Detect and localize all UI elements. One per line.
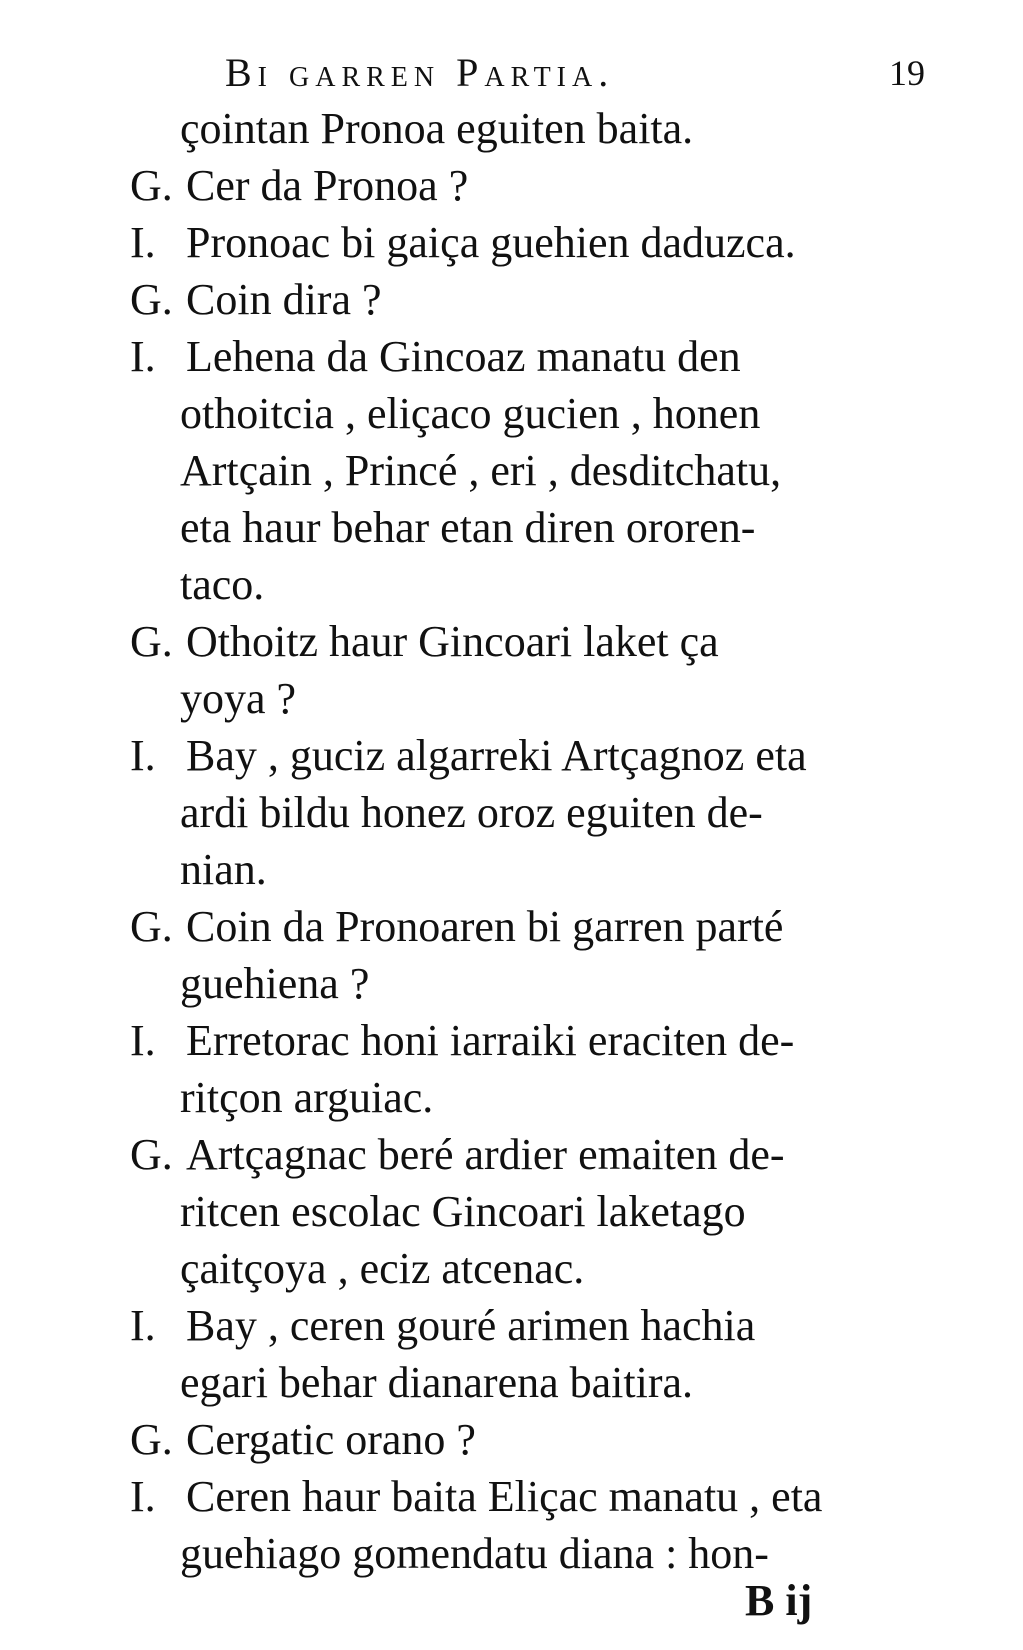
running-title: Bi garren Partia. <box>225 50 615 95</box>
text-line: Artçain , Princé , eri , desditchatu, <box>180 446 782 495</box>
text-line: G. Othoitz haur Gincoari laket ça <box>130 613 930 670</box>
text-line: ritçon arguiac. <box>180 1073 434 1122</box>
signature-mark: B ij <box>745 1576 813 1625</box>
text-line: çointan Pronoa eguiten baita. <box>180 104 694 153</box>
text-line: ritcen escolac Gincoari laketago <box>180 1187 746 1236</box>
text-line: I. Bay , ceren gouré arimen hachia <box>130 1297 930 1354</box>
text-line: guehiena ? <box>180 959 370 1008</box>
speaker-mark: I. <box>130 332 156 381</box>
speaker-mark: G. <box>130 161 173 210</box>
text-line: I. Pronoac bi gaiça guehien daduzca. <box>130 214 930 271</box>
text-line: G. Coin da Pronoaren bi garren parté <box>130 898 930 955</box>
text-line: ardi bildu honez oroz eguiten de- <box>180 788 763 837</box>
speaker-mark: I. <box>130 218 156 267</box>
speaker-mark: G. <box>130 1415 173 1464</box>
text-line: G. Artçagnac beré ardier emaiten de- <box>130 1126 930 1183</box>
text-line: I. Ceren haur baita Eliçac manatu , eta <box>130 1468 930 1525</box>
text-line: G. Cer da Pronoa ? <box>130 157 930 214</box>
text-line: I. Lehena da Gincoaz manatu den <box>130 328 930 385</box>
speaker-mark: G. <box>130 1130 173 1179</box>
speaker-mark: I. <box>130 1472 156 1521</box>
text-line: yoya ? <box>180 674 297 723</box>
running-head <box>225 48 925 98</box>
text-line: G. Cergatic orano ? <box>130 1411 930 1468</box>
text-line: I. Bay , guciz algarreki Artçagnoz eta <box>130 727 930 784</box>
text-line: eta haur behar etan diren ororen- <box>180 503 756 552</box>
text-line: I. Erretorac honi iarraiki eraciten de- <box>130 1012 930 1069</box>
text-line: egari behar dianarena baitira. <box>180 1358 694 1407</box>
speaker-mark: G. <box>130 902 173 951</box>
text-line: nian. <box>180 845 267 894</box>
speaker-mark: I. <box>130 731 156 780</box>
dialogue-text <box>130 100 930 1582</box>
text-line: taco. <box>180 560 265 609</box>
text-line: guehiago gomendatu diana : hon- <box>180 1529 769 1578</box>
text-line: othoitcia , eliçaco gucien , honen <box>180 389 761 438</box>
page-number: 19 <box>889 53 925 93</box>
speaker-mark: G. <box>130 275 173 324</box>
speaker-mark: G. <box>130 617 173 666</box>
text-line: çaitçoya , eciz atcenac. <box>180 1244 585 1293</box>
speaker-mark: I. <box>130 1301 156 1350</box>
speaker-mark: I. <box>130 1016 156 1065</box>
text-line: G. Coin dira ? <box>130 271 930 328</box>
